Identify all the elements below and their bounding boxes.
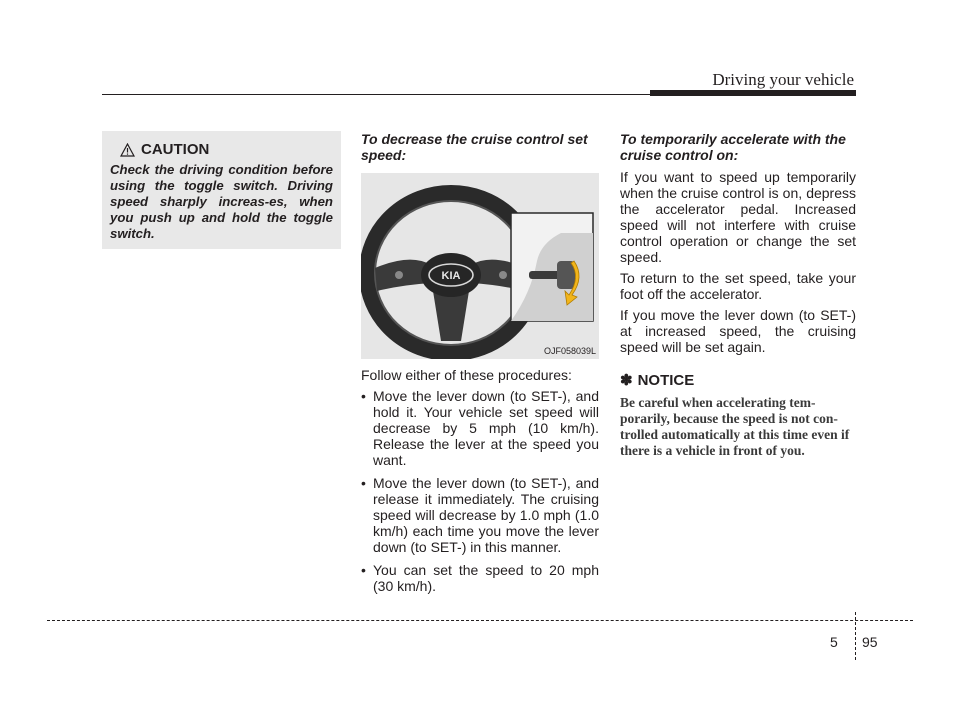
list-item-text: Move the lever down (to SET-), and release it immediately. The cruising speed will decrease by 1.0 mph (1.0 km/h) each time you move the lever down (to SET-) in this manner. bbox=[373, 475, 599, 555]
accelerate-heading: To temporarily accelerate with the cruise control on: bbox=[620, 131, 846, 163]
caution-title: CAUTION bbox=[141, 141, 210, 158]
chapter-number: 5 bbox=[830, 634, 838, 650]
accelerate-paragraph: To return to the set speed, take your foot off the accelerator. bbox=[620, 270, 856, 302]
figure-label: OJF058039L bbox=[543, 346, 596, 356]
caution-text: Check the driving condition before using the toggle switch. Driving speed sharply increas-es, when you push up and hold the toggle switch. bbox=[110, 162, 333, 241]
caution-box bbox=[102, 131, 341, 249]
warning-triangle-icon bbox=[120, 143, 135, 157]
decrease-intro: Follow either of these procedures: bbox=[361, 367, 572, 383]
svg-text:KIA: KIA bbox=[441, 270, 461, 282]
steering-wheel-figure bbox=[361, 173, 599, 359]
decrease-section bbox=[361, 131, 599, 601]
decrease-heading: To decrease the cruise control set speed: bbox=[361, 131, 588, 163]
page-number: 95 bbox=[862, 634, 878, 650]
bullet-dot: • bbox=[361, 388, 366, 404]
notice-title: NOTICE bbox=[637, 371, 695, 389]
bullet-dot: • bbox=[361, 475, 366, 491]
list-item bbox=[361, 562, 599, 594]
list-item bbox=[361, 475, 599, 555]
list-item-text: Move the lever down (to SET-), and hold it. Your vehicle set speed will decrease by 5 mph (10 km/h). Release the lever at the speed you want. bbox=[373, 388, 599, 468]
notice-header bbox=[620, 371, 856, 389]
accelerate-paragraph: If you want to speed up temporarily when the cruise control is on, depress the accelerator pedal. Increased speed will not interfere with cruise control operation or change the set speed. bbox=[620, 169, 856, 265]
notice-star-icon: ✽ bbox=[620, 372, 633, 389]
footer-divider bbox=[855, 612, 856, 660]
caution-header bbox=[120, 141, 333, 158]
header-rule-accent bbox=[650, 90, 856, 96]
notice-text: Be careful when accelerating tem-porarily, because the speed is not con-trolled automatically at this time even if there is a vehicle in front of you. bbox=[620, 395, 850, 458]
footer-rule bbox=[47, 620, 913, 621]
list-item bbox=[361, 388, 599, 468]
header-title: Driving your vehicle bbox=[712, 70, 854, 89]
list-item-text: You can set the speed to 20 mph (30 km/h). bbox=[373, 562, 599, 594]
accelerate-paragraph: If you move the lever down (to SET-) at increased speed, the cruising speed will be set again. bbox=[620, 307, 856, 355]
bullet-dot: • bbox=[361, 562, 366, 578]
steering-wheel-illustration bbox=[361, 173, 599, 359]
accelerate-section bbox=[620, 131, 856, 459]
